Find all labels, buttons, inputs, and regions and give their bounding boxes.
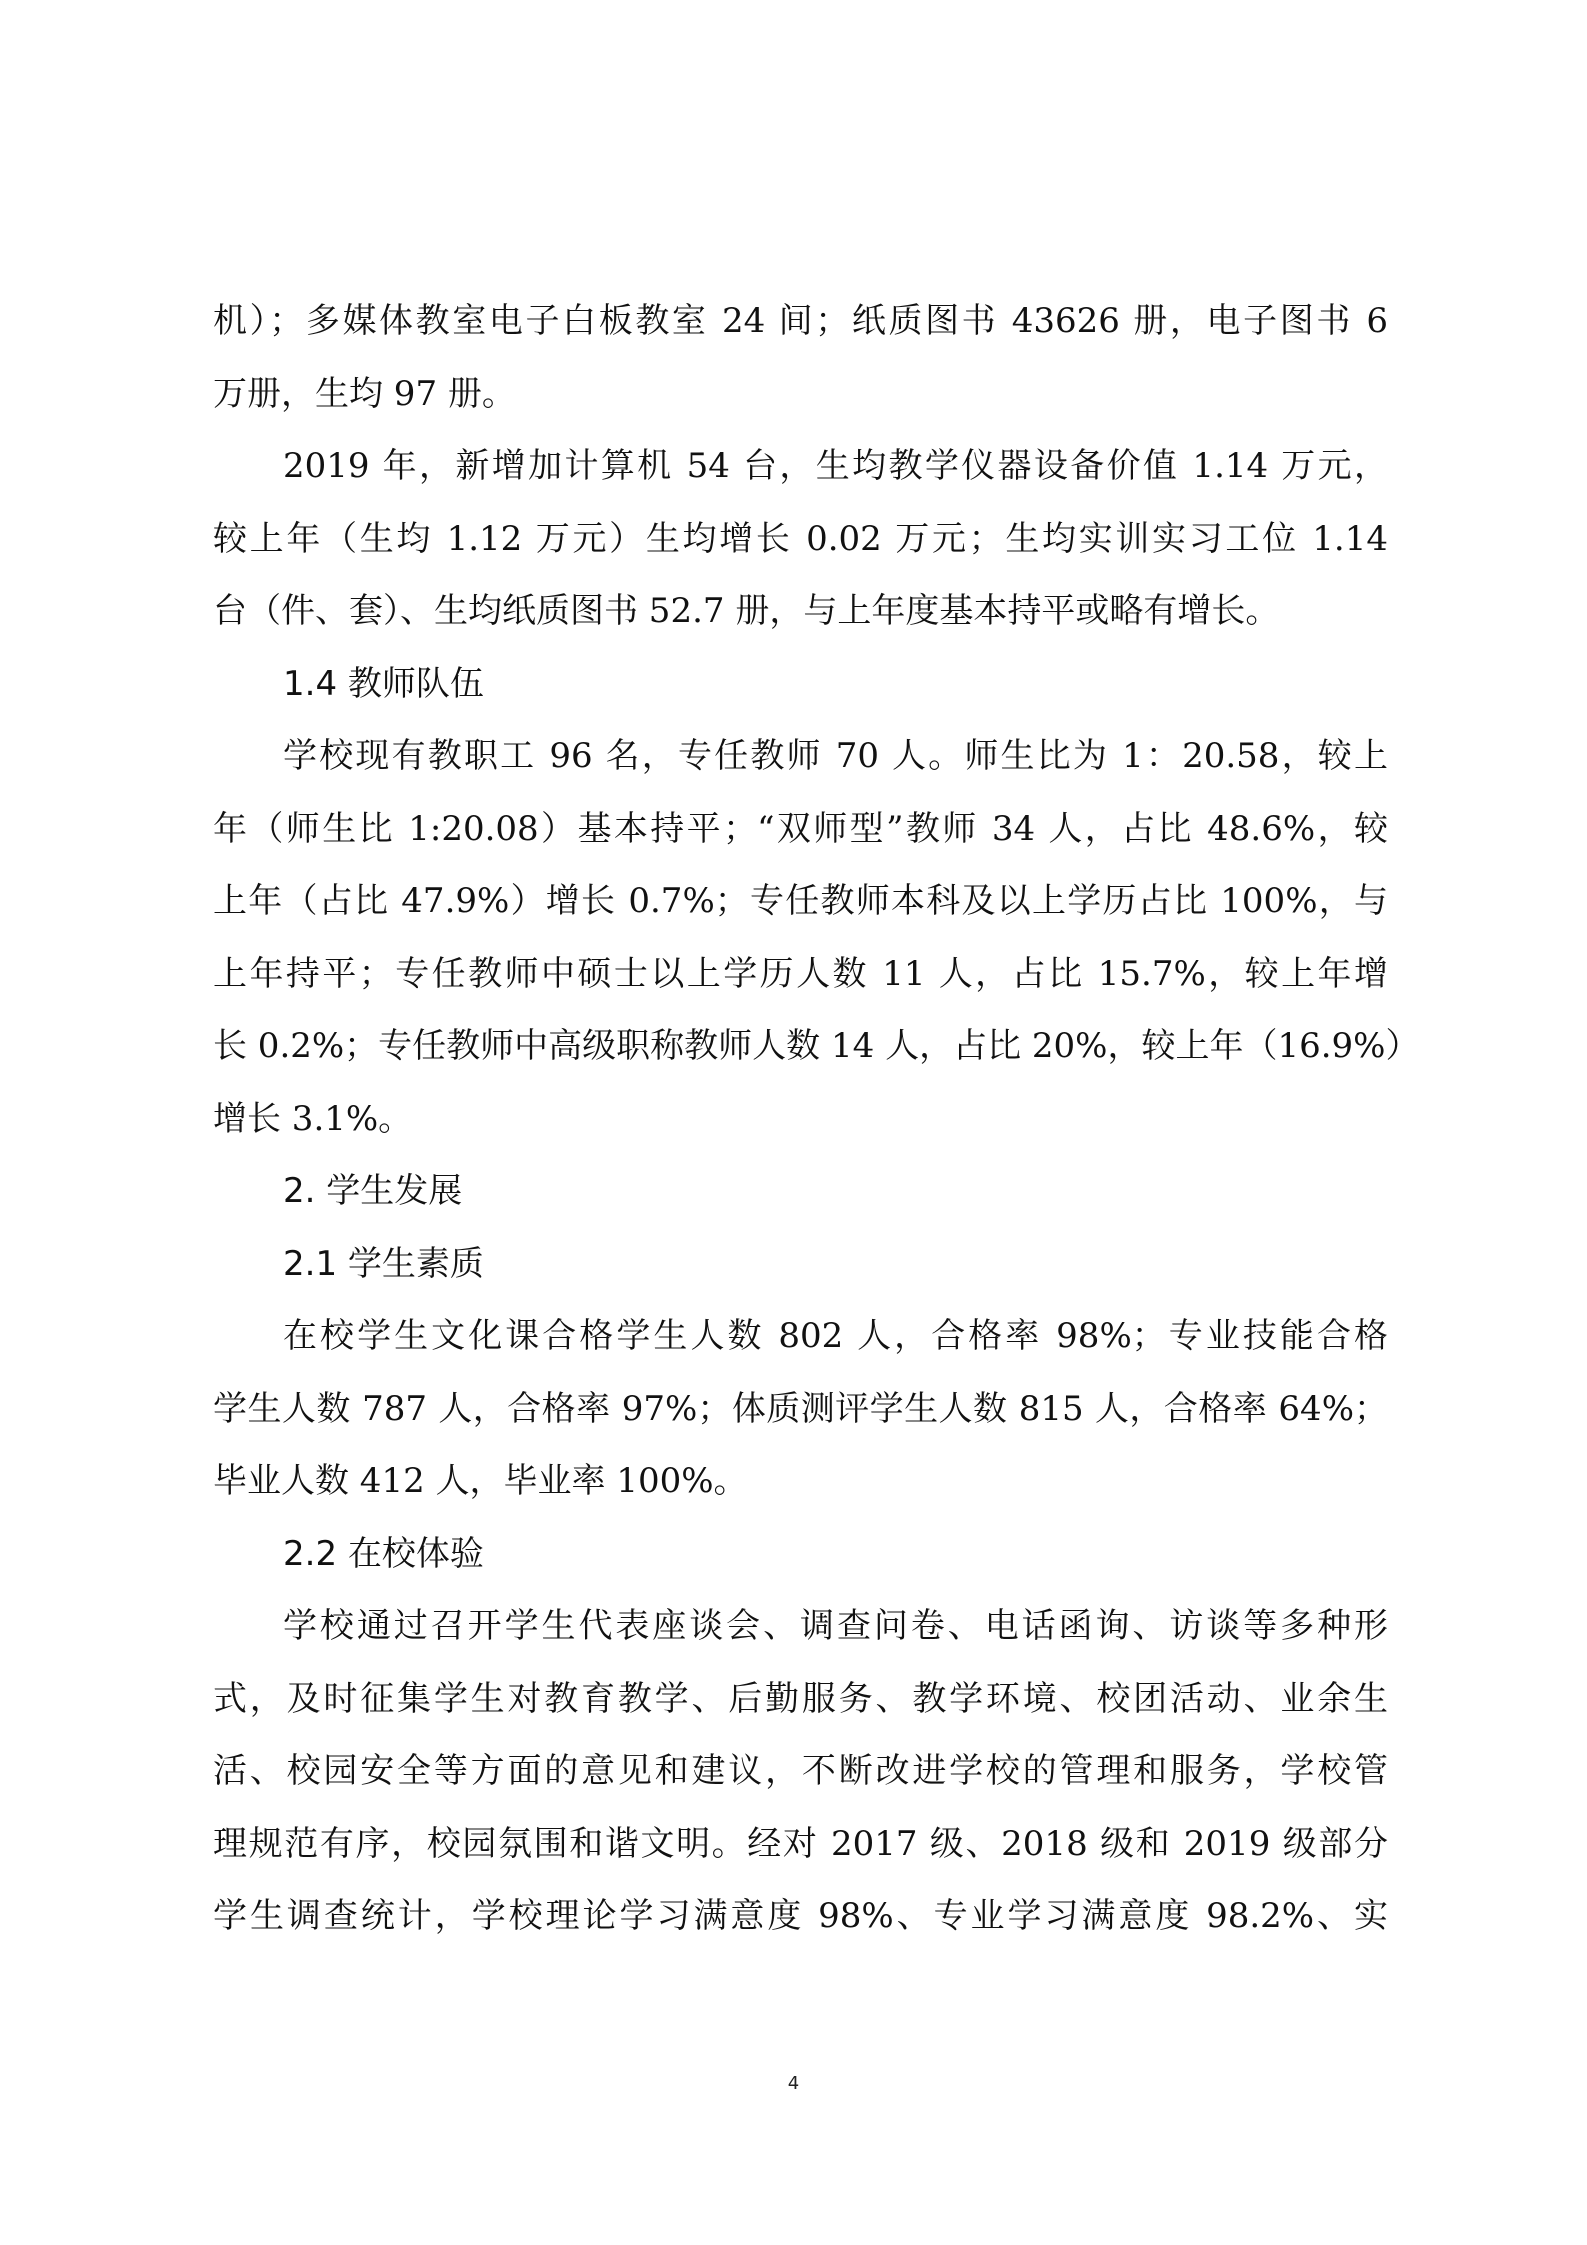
text-line: 上年持平；专任教师中硕士以上学历人数 11 人，占比 15.7%，较上年增 bbox=[213, 953, 1388, 994]
text-line: 上年（占比 47.9%）增长 0.7%；专任教师本科及以上学历占比 100%，与 bbox=[213, 881, 1388, 921]
text-line: 万册，生均 97 册。 bbox=[213, 373, 516, 414]
section-heading-2-1: 2.1 学生素质 bbox=[283, 1243, 484, 1284]
text-line: 台（件、套）、生均纸质图书 52.7 册，与上年度基本持平或略有增长。 bbox=[213, 591, 1280, 631]
page-content bbox=[213, 285, 1420, 1953]
text-line: 机）；多媒体教室电子白板教室 24 间；纸质图书 43626 册，电子图书 6 bbox=[213, 301, 1388, 341]
text-line: 较上年（生均 1.12 万元）生均增长 0.02 万元；生均实训实习工位 1.14 bbox=[213, 518, 1388, 559]
text-line: 年（师生比 1:20.08）基本持平；“双师型”教师 34 人，占比 48.6%，较 bbox=[213, 808, 1388, 849]
paragraph-equipment-2019 bbox=[213, 430, 1388, 648]
section-heading-2-2: 2.2 在校体验 bbox=[283, 1533, 484, 1574]
text-line: 长 0.2%；专任教师中高级职称教师人数 14 人，占比 20%，较上年（16.9%） bbox=[213, 1026, 1420, 1066]
paragraph-school-experience bbox=[213, 1590, 1388, 1953]
text-line: 理规范有序，校园氛围和谐文明。经对 2017 级、2018 级和 2019 级部分 bbox=[213, 1823, 1388, 1864]
page-number: 4 bbox=[787, 2073, 800, 2094]
text-line: 式，及时征集学生对教育教学、后勤服务、教学环境、校团活动、业余生 bbox=[213, 1678, 1388, 1719]
text-line: 学校现有教职工 96 名，专任教师 70 人。师生比为 1：20.58，较上 bbox=[283, 736, 1388, 776]
text-line: 在校学生文化课合格学生人数 802 人，合格率 98%；专业技能合格 bbox=[283, 1316, 1388, 1356]
text-line: 毕业人数 412 人，毕业率 100%。 bbox=[213, 1461, 748, 1501]
paragraph-student-quality bbox=[213, 1300, 1388, 1518]
paragraph-facilities-continued bbox=[213, 285, 1388, 430]
section-heading-2: 2. 学生发展 bbox=[283, 1171, 463, 1211]
text-line: 学生调查统计，学校理论学习满意度 98%、专业学习满意度 98.2%、实 bbox=[213, 1896, 1388, 1936]
text-line: 学校通过召开学生代表座谈会、调查问卷、电话函询、访谈等多种形 bbox=[283, 1606, 1388, 1646]
section-heading-1-4: 1.4 教师队伍 bbox=[283, 663, 484, 704]
text-line: 2019 年，新增加计算机 54 台，生均教学仪器设备价值 1.14 万元， bbox=[283, 446, 1388, 486]
text-line: 增长 3.1%。 bbox=[213, 1098, 413, 1139]
text-line: 学生人数 787 人，合格率 97%；体质测评学生人数 815 人，合格率 64%； bbox=[213, 1388, 1388, 1429]
paragraph-teachers bbox=[213, 720, 1420, 1155]
text-line: 活、校园安全等方面的意见和建议，不断改进学校的管理和服务，学校管 bbox=[213, 1751, 1388, 1791]
